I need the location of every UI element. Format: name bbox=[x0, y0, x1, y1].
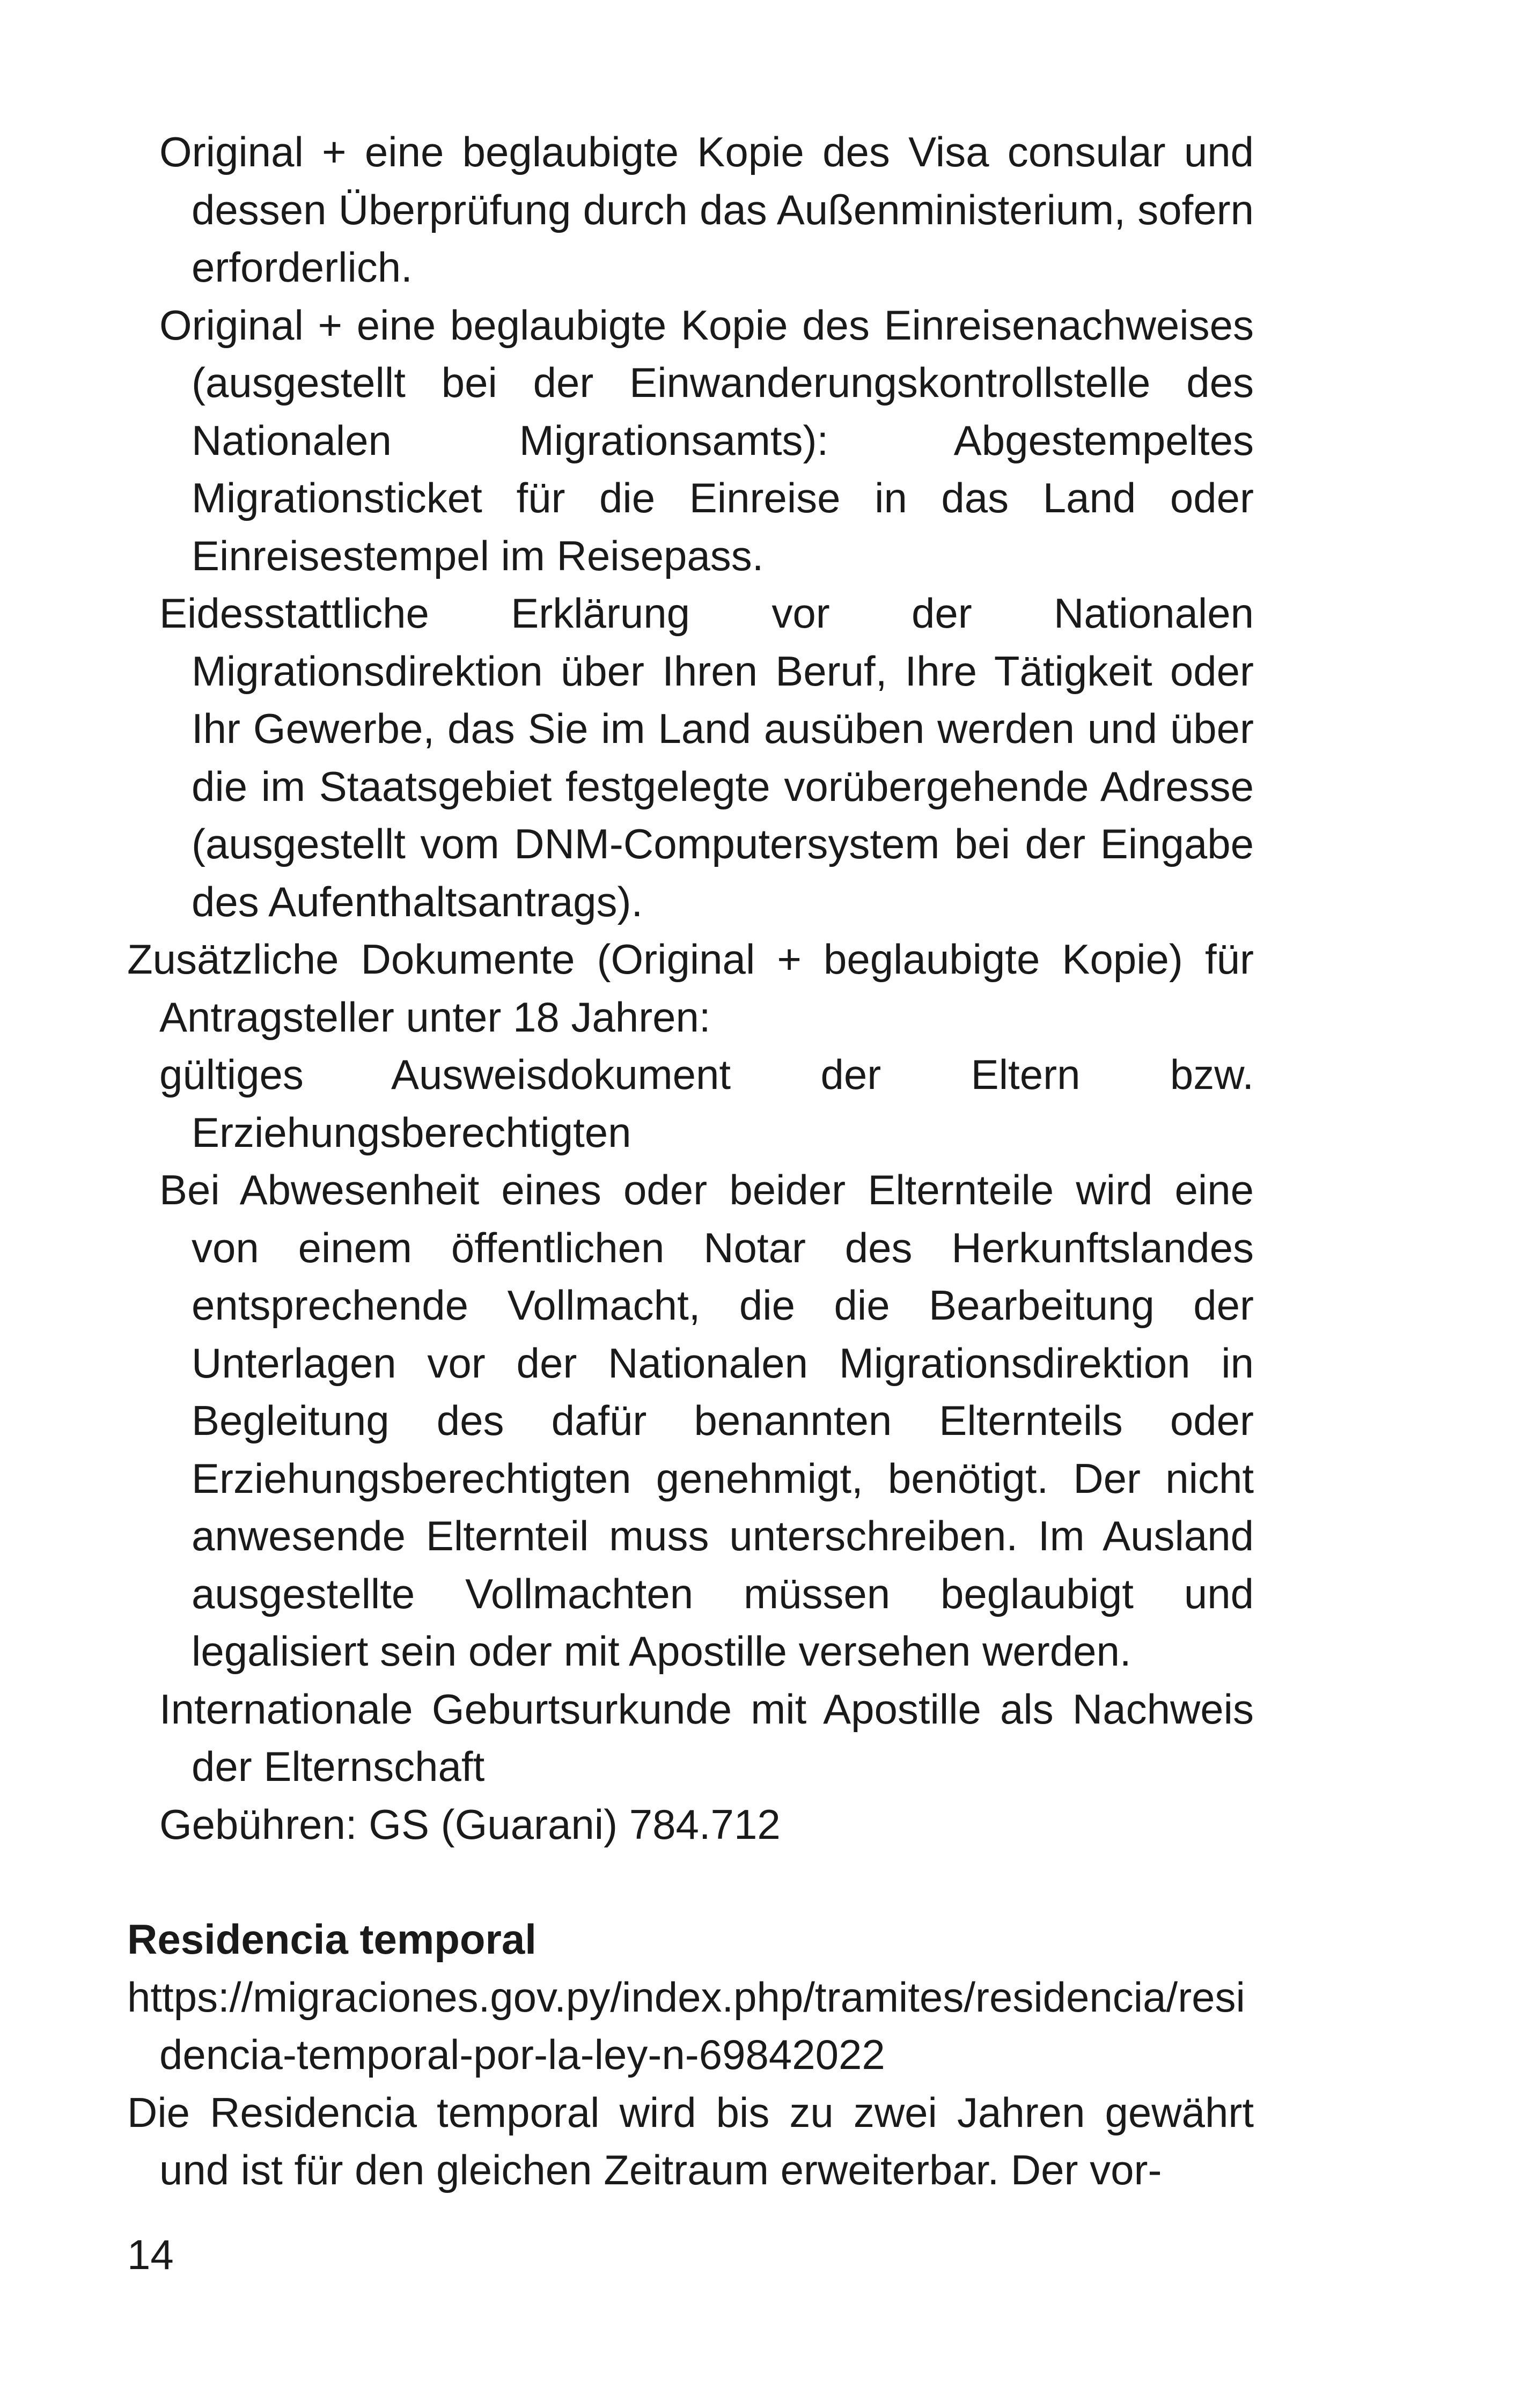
list-item: gültiges Ausweisdokument der Eltern bzw. Erziehungsberechtigten bbox=[159, 1051, 1254, 1156]
list-item: Original + eine beglaubigte Kopie des Visa consular und dessen Überprüfung durch das Außenministerium, sofern erforderlich. bbox=[159, 128, 1254, 291]
section-heading: Residencia temporal bbox=[127, 1916, 537, 1963]
minors-intro: Zusätzliche Dokumente (Original + beglaubigte Kopie) für Antragsteller unter 18 Jahren: bbox=[127, 936, 1254, 1041]
page-content bbox=[127, 123, 1254, 2199]
section-text: Die Residencia temporal wird bis zu zwei Jahren gewährt und ist für den gleichen Zeitraum erweiterbar. Der vor- bbox=[127, 2088, 1254, 2193]
list-item: Internationale Geburtsurkunde mit Apostille als Nachweis der Elternschaft bbox=[159, 1685, 1254, 1790]
page-number: 14 bbox=[127, 2231, 174, 2278]
list-item: Bei Abwesenheit eines oder beider Elternteile wird eine von einem öffentlichen Notar des Herkunftslandes entsprechende Vollmacht, die die Bearbeitung der Unterlagen vor der Nationalen Migrationsdirektion in Begleitung des dafür benannten Elternteils oder Erziehungsberechtigten genehmigt, benötigt. Der nicht anwesende Elternteil muss unterschreiben. Im Ausland ausgestellte Vollmachten müssen beglaubigt und legalisiert sein oder mit Apostille versehen werden. bbox=[159, 1166, 1254, 1675]
fee-item: Gebühren: GS (Guarani) 784.712 bbox=[159, 1800, 781, 1848]
list-item: Original + eine beglaubigte Kopie des Einreisenachweises (ausgestellt bei der Einwanderungskontrollstelle des Nationalen Migrationsamts): Abgestempeltes Migrationsticket für die Einreise in das Land oder Einreisestempel im Reisepass. bbox=[159, 301, 1254, 579]
section-url: https://migraciones.gov.py/index.php/tramites/residencia/residencia-temporal-por-la-ley-n-69842022 bbox=[127, 1973, 1245, 2078]
list-item: Eidesstattliche Erklärung vor der Nationalen Migrationsdirektion über Ihren Beruf, Ihre Tätigkeit oder Ihr Gewerbe, das Sie im Land ausüben werden und über die im Staatsgebiet festgelegte vorübergehende Adresse (ausgestellt vom DNM-Computersystem bei der Eingabe des Aufenthaltsantrags). bbox=[159, 590, 1254, 925]
